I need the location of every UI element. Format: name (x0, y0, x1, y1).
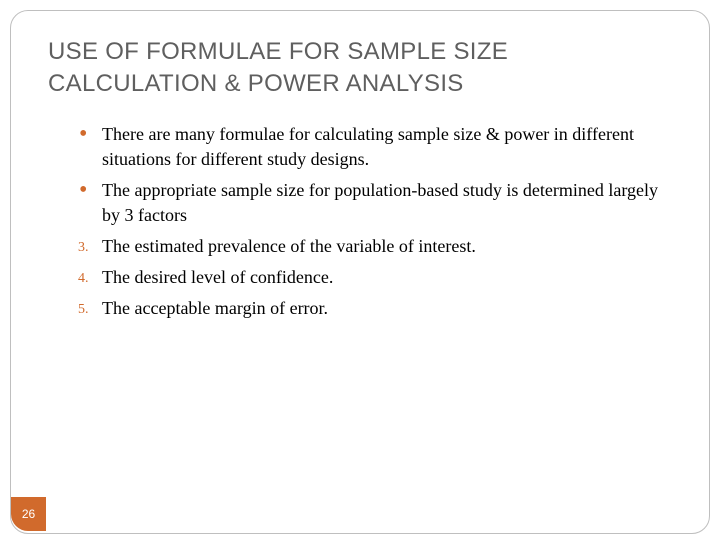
list-item (78, 296, 678, 321)
list-item-text: The appropriate sample size for population-based study is determined largely by 3 factors (102, 180, 658, 225)
list-item-text: The acceptable margin of error. (102, 298, 329, 318)
slide-title-line-1: USE OF FORMULAE FOR SAMPLE SIZE (48, 38, 509, 65)
slide-title-line-2: CALCULATION & POWER ANALYSIS (48, 70, 464, 97)
list-item (78, 234, 678, 259)
list-item-text: The desired level of confidence. (102, 267, 334, 287)
number-marker: 3. (78, 240, 89, 255)
slide-content-list (78, 122, 678, 327)
bullet-marker: • (79, 121, 88, 147)
list-item (78, 265, 678, 290)
list-item-text: There are many formulae for calculating sample size & power in different situations for different study designs. (102, 124, 634, 169)
slide-title (48, 36, 668, 100)
bullet-marker: • (79, 177, 88, 203)
list-item (78, 178, 678, 228)
number-marker: 4. (78, 271, 89, 286)
number-marker: 5. (78, 302, 89, 317)
list-item-text: The estimated prevalence of the variable of interest. (102, 236, 476, 256)
page-number-badge: 26 (11, 497, 46, 531)
list-item (78, 122, 678, 172)
